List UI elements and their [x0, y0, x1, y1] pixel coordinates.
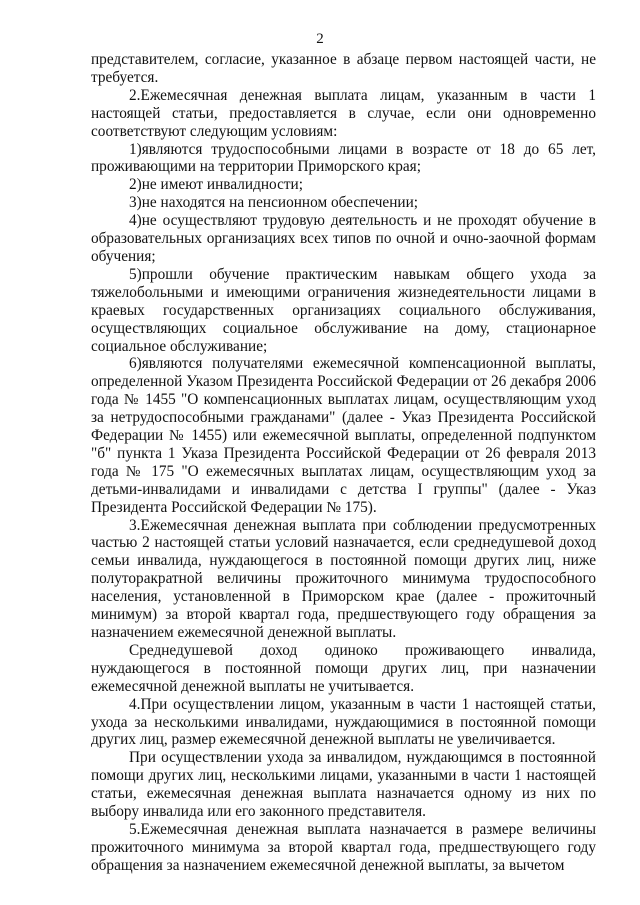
paragraph: При осуществлении ухода за инвалидом, нуждающимся в постоянной помощи других лиц, несколькими лицами, указанными в части 1 настоящей статьи, ежемесячная денежная выплата назначается одному из них по выбору инвалида или его законного представителя. — [91, 749, 596, 821]
paragraph: 4)не осуществляют трудовую деятельность и не проходят обучение в образовательных организациях всех типов по очной и очно-заочной формам обучения; — [91, 212, 596, 265]
paragraph: 5)прошли обучение практическим навыкам общего ухода за тяжелобольными и имеющими ограничения жизнедеятельности лицами в краевых государственных организациях социального обслуживания, осуществляющих социальное обслуживание на дому, стационарное социальное обслуживание; — [91, 265, 596, 355]
paragraph: 3.Ежемесячная денежная выплата при соблюдении предусмотренных частью 2 настоящей статьи условий назначается, если среднедушевой доход семьи инвалида, нуждающегося в постоянной помощи других лиц, ниже полуторакратной величины прожиточного минимума трудоспособного населения, установленной в Приморском крае (далее - прожиточный минимум) за второй квартал года, предшествующего году обращения за назначением ежемесячной денежной выплаты. — [91, 516, 596, 641]
paragraph: 2.Ежемесячная денежная выплата лицам, указанным в части 1 настоящей статьи, предоставляется в случае, если они одновременно соответствуют следующим условиям: — [91, 86, 596, 140]
paragraph: 3)не находятся на пенсионном обеспечении; — [129, 194, 419, 212]
document-body — [91, 51, 596, 875]
paragraph: Среднедушевой доход одиноко проживающего инвалида, нуждающегося в постоянной помощи других лиц, при назначении ежемесячной денежной выплаты не учитывается. — [91, 641, 596, 695]
paragraph: представителем, согласие, указанное в абзаце первом настоящей части, не требуется. — [91, 51, 596, 86]
paragraph: 6)являются получателями ежемесячной компенсационной выплаты, определенной Указом Президента Российской Федерации от 26 декабря 2006 года № 1455 "О компенсационных выплатах лицам, осуществляющим уход за нетрудоспособными гражданами" (далее - Указ Президента Российской Федерации № 1455) или ежемесячной выплаты, определенной подпунктом "б" пункта 1 Указа Президента Российской Федерации от 26 февраля 2013 года № 175 "О ежемесячных выплатах лицам, осуществляющим уход за детьми-инвалидами и инвалидами с детства I группы" (далее - Указ Президента Российской Федерации № 175). — [91, 355, 596, 516]
paragraph: 5.Ежемесячная денежная выплата назначается в размере величины прожиточного минимума за второй квартал года, предшествующего году обращения за назначением ежемесячной денежной выплаты, за вычетом — [91, 820, 596, 874]
paragraph: 4.При осуществлении лицом, указанным в части 1 настоящей статьи, ухода за несколькими инвалидами, нуждающимися в постоянной помощи других лиц, размер ежемесячной денежной выплаты не увеличивается. — [91, 695, 596, 749]
paragraph: 1)являются трудоспособными лицами в возрасте от 18 до 65 лет, проживающими на территории Приморского края; — [91, 140, 596, 176]
page-number: 2 — [316, 31, 324, 47]
paragraph: 2)не имеют инвалидности; — [129, 176, 303, 194]
